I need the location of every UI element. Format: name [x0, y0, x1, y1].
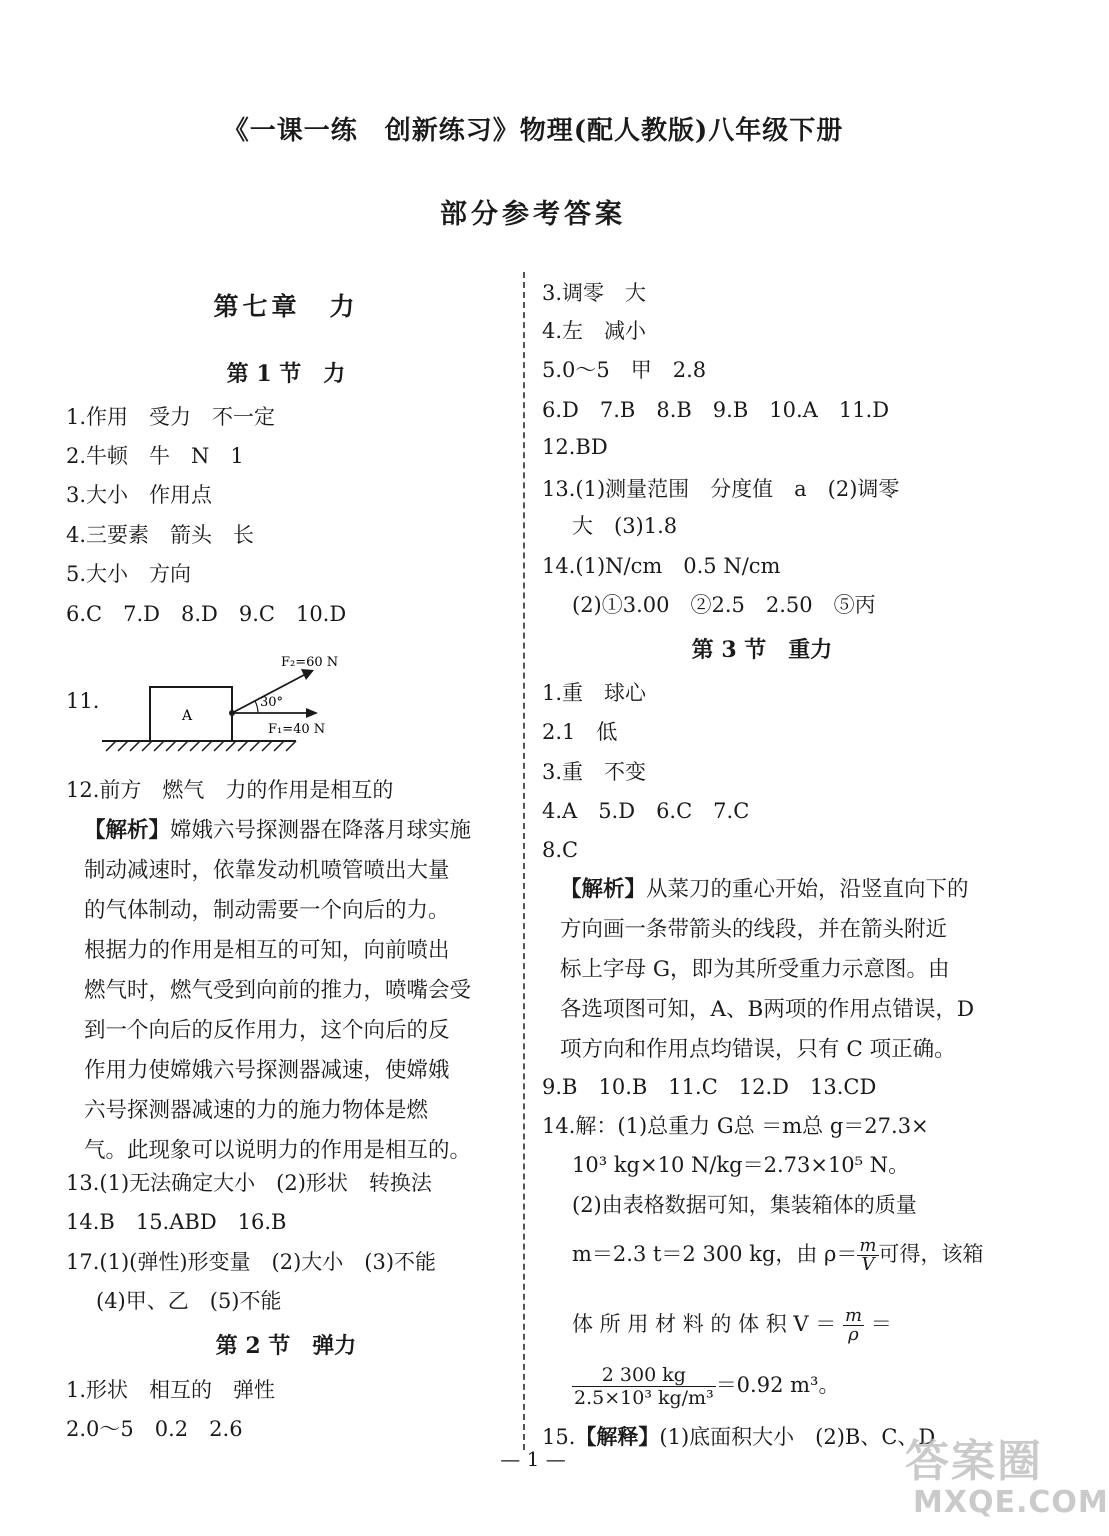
- answer-line: 3.调零 大: [542, 281, 647, 305]
- answer-number: 11.: [66, 689, 100, 713]
- answer-line: 4.A 5.D 6.C 7.C: [542, 799, 750, 823]
- formula-text: m＝2.3 t＝2 300 kg，由 ρ＝: [572, 1242, 858, 1266]
- answer-line: 13.(1)无法确定大小 (2)形状 转换法: [66, 1171, 432, 1195]
- formula-line: [572, 1237, 984, 1274]
- section-heading-2: 第 2 节 弹力: [215, 1333, 357, 1359]
- analysis-line: 到一个向后的反作用力，这个向后的反: [84, 1018, 450, 1043]
- analysis-line: 的气体制动，制动需要一个向后的力。: [84, 898, 450, 923]
- force-f2-arrowhead: [301, 669, 314, 680]
- fraction-numerator: m: [859, 1235, 877, 1256]
- answer-line: 1.形状 相互的 弹性: [66, 1378, 276, 1402]
- analysis-tag: 【解析】: [84, 818, 171, 843]
- force-f1-arrowhead: [306, 708, 318, 718]
- document-title: 《一课一练 创新练习》物理(配人教版)八年级下册: [222, 116, 844, 146]
- fraction-m-over-rho: [843, 1307, 864, 1344]
- ground-hatching: [106, 741, 296, 751]
- formula-text: ＝0.92 m³。: [715, 1373, 840, 1397]
- answer-line: 13.(1)测量范围 分度值 a (2)调零: [542, 477, 900, 501]
- answer-line: 6.D 7.B 8.B 9.B 10.A 11.D: [542, 398, 890, 422]
- page-number: — 1 —: [500, 1447, 566, 1471]
- answer-line: 3.大小 作用点: [66, 483, 213, 507]
- formula-line: [572, 1307, 892, 1344]
- block-label: A: [181, 708, 193, 724]
- answer-line: 14.B 15.ABD 16.B: [66, 1210, 287, 1234]
- answer-line: 2.0～5 0.2 2.6: [66, 1417, 243, 1441]
- analysis-line: 气。此现象可以说明力的作用是相互的。: [84, 1138, 472, 1163]
- fraction-m-over-v: [857, 1237, 878, 1274]
- column-divider: [523, 272, 525, 1450]
- analysis-line: 燃气时，燃气受到向前的推力，喷嘴会受: [84, 978, 472, 1003]
- formula-text: ＝: [870, 1312, 892, 1336]
- formula-text: 体 所 用 材 料 的 体 积 V ＝: [572, 1312, 837, 1336]
- analysis-text: 嫦娥六号探测器在降落月球实施: [170, 818, 472, 843]
- answer-line: 1.重 球心: [542, 681, 647, 705]
- analysis-line: 作用力使嫦娥六号探测器减速，使嫦娥: [84, 1058, 450, 1083]
- analysis-line: [84, 816, 471, 846]
- analysis-line: 六号探测器减速的力的施力物体是燃: [84, 1098, 429, 1123]
- chapter-heading: 第七章 力: [213, 292, 359, 321]
- answer-number: 15.: [542, 1425, 576, 1449]
- answer-line: 6.C 7.D 8.D 9.C 10.D: [66, 602, 347, 626]
- force-f2-label: F₂=60 N: [281, 655, 339, 670]
- answer-line: (2)由表格数据可知，集装箱体的质量: [572, 1193, 917, 1217]
- watermark-text: 答案圈: [905, 1436, 1043, 1487]
- watermark-logo: [905, 1425, 1109, 1525]
- analysis-line: 根据力的作用是相互的可知，向前喷出: [84, 938, 450, 963]
- formula-line: [572, 1364, 839, 1409]
- document-subtitle: 部分参考答案: [440, 199, 626, 230]
- answer-line: 1.作用 受力 不一定: [66, 405, 276, 429]
- force-f1-label: F₁=40 N: [268, 722, 326, 737]
- answer-line: (2)①3.00 ②2.5 2.50 ⑤丙: [572, 593, 876, 617]
- answer-line: 14.解：(1)总重力 G总 ＝m总 g＝27.3×: [542, 1114, 929, 1138]
- answer-line: 2.1 低: [542, 720, 618, 744]
- fraction-denominator: V: [861, 1254, 875, 1275]
- angle-arc: [255, 701, 258, 713]
- fraction-numerator: 2 300 kg: [572, 1364, 716, 1387]
- analysis-line: 方向画一条带箭头的线段，并在箭头附近: [560, 917, 948, 942]
- section-heading-3: 第 3 节 重力: [691, 637, 833, 663]
- fraction-numerator: m: [844, 1305, 863, 1326]
- answer-line: (4)甲、乙 (5)不能: [96, 1289, 282, 1313]
- force-diagram: [96, 653, 376, 753]
- answer-line: 10³ kg×10 N/kg＝2.73×10⁵ N。: [572, 1153, 910, 1177]
- analysis-line: 项方向和作用点均错误，只有 C 项正确。: [560, 1037, 956, 1062]
- answer-line: 2.牛顿 牛 N 1: [66, 444, 244, 468]
- answer-line: 3.重 不变: [542, 760, 647, 784]
- analysis-line: 制动减速时，依靠发动机喷管喷出大量: [84, 858, 450, 883]
- analysis-line: 各选项图可知，A、B两项的作用点错误，D: [560, 997, 975, 1022]
- analysis-line: 标上字母 G，即为其所受重力示意图。由: [560, 957, 950, 982]
- angle-label: 30°: [260, 695, 284, 710]
- explanation-tag: 【解释】: [575, 1424, 660, 1449]
- answer-line: 8.C: [542, 838, 579, 862]
- watermark-url: MXQE.COM: [913, 1485, 1109, 1520]
- answer-line: 4.左 减小: [542, 319, 647, 343]
- formula-text: 可得，该箱: [878, 1242, 984, 1266]
- fraction-denominator: ρ: [848, 1324, 859, 1345]
- answer-line: 大 (3)1.8: [572, 514, 678, 538]
- answer-text: (1)底面积大小 (2)B、C、D: [659, 1425, 936, 1449]
- section-heading-1: 第 1 节 力: [226, 361, 346, 387]
- analysis-tag: 【解析】: [560, 877, 647, 902]
- answer-line: 14.(1)N/cm 0.5 N/cm: [542, 554, 781, 578]
- answer-line: 9.B 10.B 11.C 12.D 13.CD: [542, 1075, 877, 1099]
- answer-line: 12.BD: [542, 435, 608, 459]
- fraction-denominator: 2.5×10³ kg/m³: [574, 1387, 714, 1409]
- analysis-text: 从菜刀的重心开始，沿竖直向下的: [646, 877, 969, 902]
- answer-line: 4.三要素 箭头 长: [66, 523, 255, 547]
- answer-line: 17.(1)(弹性)形变量 (2)大小 (3)不能: [66, 1250, 437, 1274]
- answer-line: 5.0～5 甲 2.8: [542, 358, 707, 382]
- answer-line: 12.前方 燃气 力的作用是相互的: [66, 778, 394, 802]
- answer-line: 5.大小 方向: [66, 562, 192, 586]
- fraction-volume: [572, 1364, 716, 1409]
- analysis-line: [560, 875, 969, 905]
